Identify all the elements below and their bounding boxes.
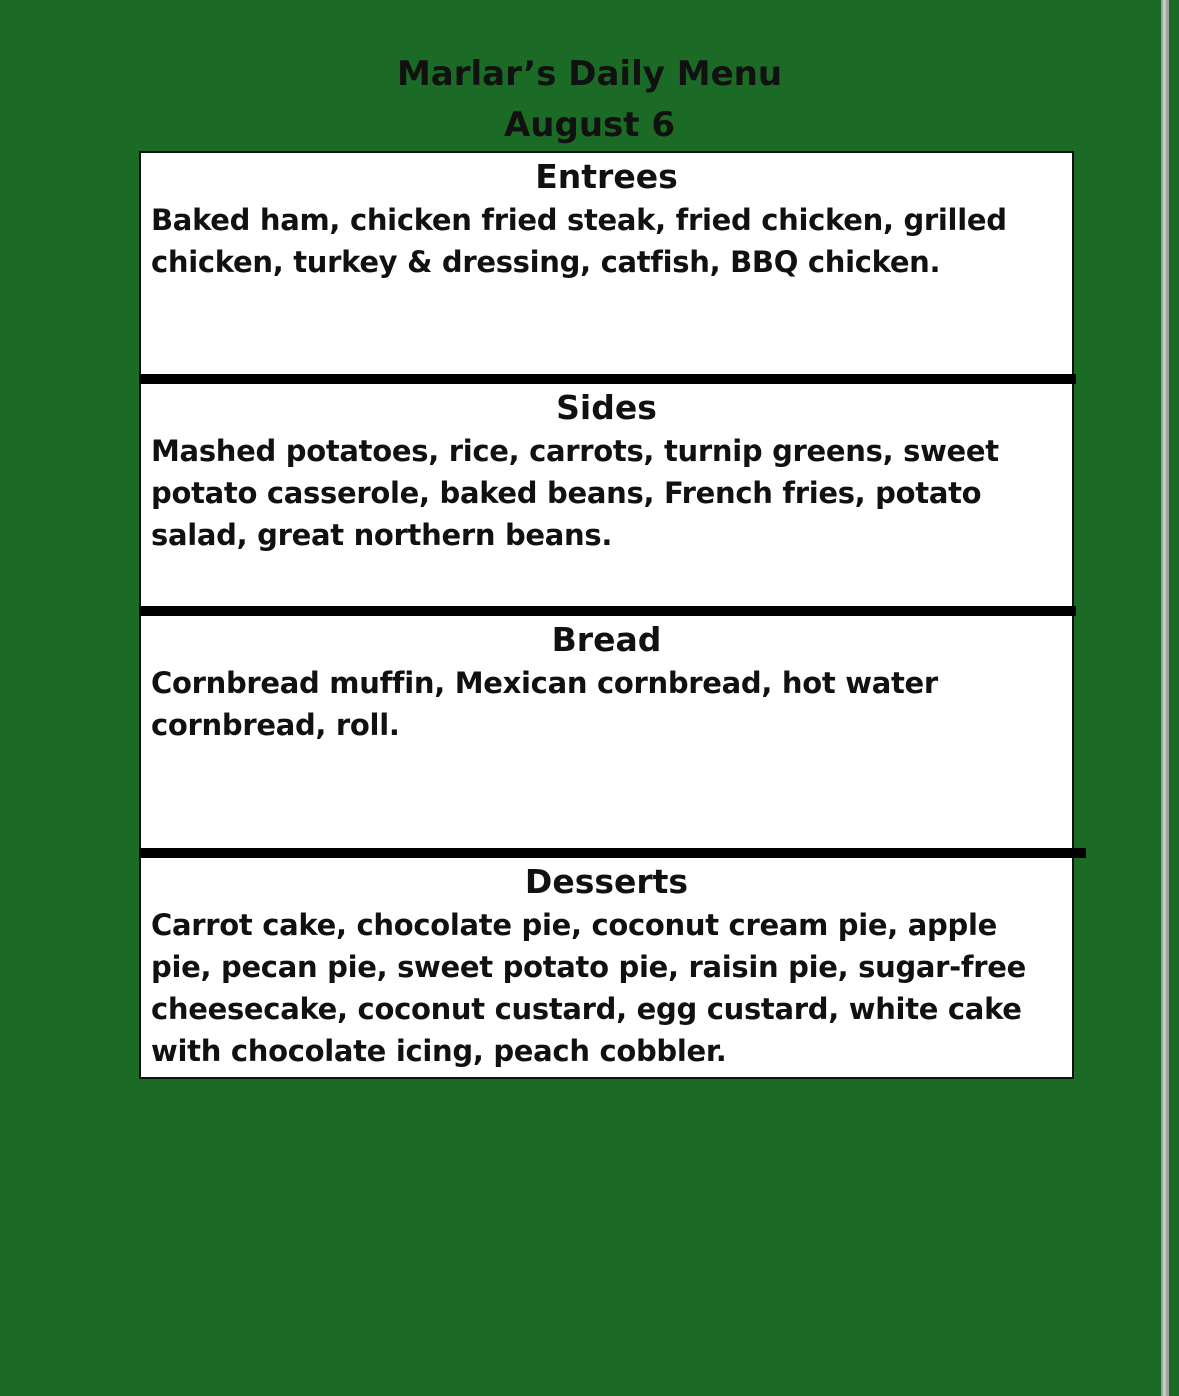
section-divider <box>139 374 1076 384</box>
menu-date: August 6 <box>503 105 676 145</box>
section-bread <box>141 616 1072 847</box>
section-sides <box>141 384 1072 605</box>
page-title: Marlar’s Daily Menu <box>396 54 783 94</box>
section-items-desserts: Carrot cake, chocolate pie, coconut cream pie, apple pie, pecan pie, sweet potato pie, raisin pie, sugar-free cheesecake, coconut custard, egg custard, white cake with chocolate icing, peach cobbler. <box>151 908 1026 1068</box>
menu-panel <box>139 151 1074 1079</box>
section-entrees <box>141 153 1072 374</box>
section-divider <box>139 606 1076 616</box>
section-divider <box>139 848 1086 858</box>
section-items-entrees: Baked ham, chicken fried steak, fried chicken, grilled chicken, turkey & dressing, catfish, BBQ chicken. <box>151 203 1007 279</box>
section-heading-desserts: Desserts <box>524 862 689 901</box>
section-heading-entrees: Entrees <box>535 157 678 196</box>
section-items-sides: Mashed potatoes, rice, carrots, turnip greens, sweet potato casserole, baked beans, French fries, potato salad, great northern beans. <box>151 434 999 552</box>
right-edge-highlight <box>1163 0 1166 1396</box>
section-heading-sides: Sides <box>556 388 657 427</box>
section-items-bread: Cornbread muffin, Mexican cornbread, hot water cornbread, roll. <box>151 666 938 742</box>
section-heading-bread: Bread <box>551 620 662 659</box>
section-desserts <box>141 858 1072 1077</box>
